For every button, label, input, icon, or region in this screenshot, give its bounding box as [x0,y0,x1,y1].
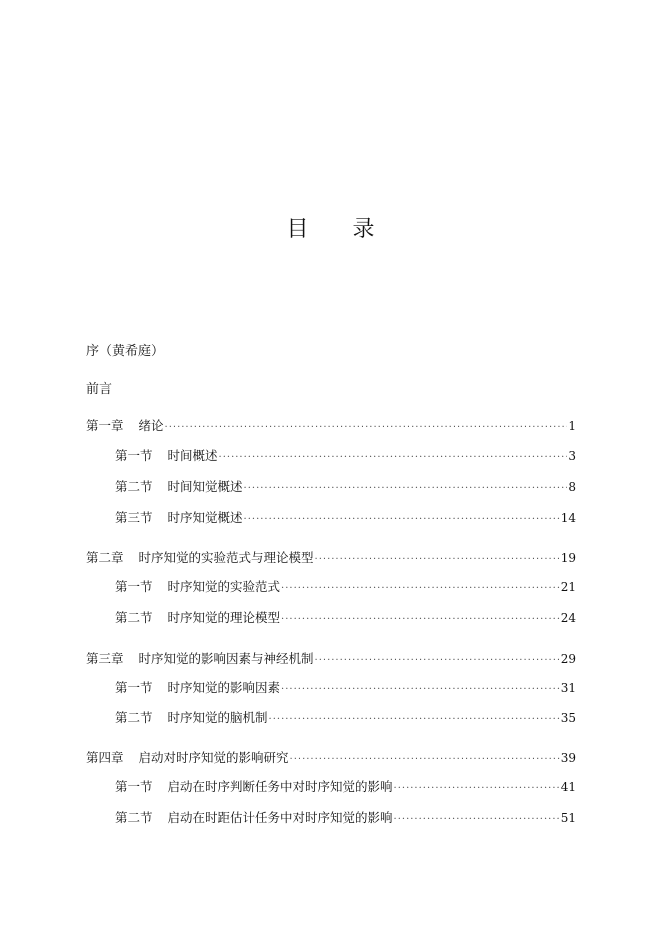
toc-entry-page-number: 21 [560,580,576,594]
dot-leader [315,655,560,666]
dot-leader [394,783,560,794]
toc-chapter-entry[interactable] [86,748,576,766]
toc-entry-title: 启动在时序判断任务中对时序知觉的影响 [167,779,393,794]
toc-chapter-entry[interactable] [86,649,576,667]
toc-section-entry[interactable] [115,577,576,595]
toc-entry-title: 启动对时序知觉的影响研究 [138,750,289,765]
toc-section-entry[interactable] [115,777,576,795]
dot-leader [315,554,560,565]
dot-leader [244,483,568,494]
toc-entry-page-number: 41 [560,780,576,794]
toc-entry-title: 时序知觉的理论模型 [167,610,281,625]
title-char-2: 录 [352,217,375,242]
toc-entry-title: 启动在时距估计任务中对时序知觉的影响 [167,810,393,825]
toc-entry-page-number: 19 [560,551,576,565]
toc-entry-page-number: 3 [568,449,576,463]
toc-entry-title: 时序知觉的影响因素与神经机制 [138,651,314,666]
toc-entry-title: 时序知觉的实验范式 [167,579,281,594]
page-title [0,212,661,243]
toc-entry-page-number: 35 [560,711,576,725]
toc-entry-label: 第二章 [86,550,124,565]
toc-entry-title: 时序知觉的影响因素 [167,680,281,695]
toc-chapter-entry[interactable] [86,416,576,434]
toc-entry-page-number: 8 [568,480,576,494]
toc-entry-label: 第二节 [115,610,153,625]
toc-entry-label: 第二节 [115,810,153,825]
toc-entry-page-number: 29 [560,652,576,666]
dot-leader [281,583,560,594]
toc-entry-label: 第四章 [86,750,124,765]
toc-section-entry[interactable] [115,446,576,464]
toc-chapter-entry[interactable] [86,548,576,566]
toc-entry-title: 时间知觉概述 [167,479,243,494]
dot-leader [269,714,560,725]
foreword-entry[interactable]: 前言 [86,382,113,397]
toc-entry-title: 时序知觉的脑机制 [167,710,268,725]
dot-leader [281,614,560,625]
toc-entry-title: 绪论 [138,418,164,433]
toc-entry-title: 时间概述 [167,448,218,463]
dot-leader [244,514,560,525]
toc-section-entry[interactable] [115,608,576,626]
toc-section-entry[interactable] [115,678,576,696]
toc-entry-label: 第三节 [115,510,153,525]
dot-leader [290,754,560,765]
toc-entry-label: 第三章 [86,651,124,666]
dot-leader [219,452,568,463]
toc-entry-label: 第一章 [86,418,124,433]
toc-entry-title: 时序知觉概述 [167,510,243,525]
toc-entry-page-number: 31 [560,681,576,695]
toc-section-entry[interactable] [115,477,576,495]
toc-entry-page-number: 1 [568,419,576,433]
toc-entry-label: 第一节 [115,680,153,695]
toc-section-entry[interactable] [115,808,576,826]
toc-entry-page-number: 14 [560,511,576,525]
preface-entry[interactable]: 序（黄希庭） [86,344,165,359]
toc-entry-label: 第一节 [115,779,153,794]
dot-leader [281,684,560,695]
toc-section-entry[interactable] [115,508,576,526]
toc-entry-page-number: 24 [560,611,576,625]
toc-entry-label: 第二节 [115,479,153,494]
dot-leader [394,814,560,825]
toc-entry-page-number: 51 [560,811,576,825]
toc-entry-label: 第一节 [115,448,153,463]
dot-leader [165,422,568,433]
toc-entry-page-number: 39 [560,751,576,765]
toc-entry-label: 第二节 [115,710,153,725]
toc-entry-title: 时序知觉的实验范式与理论模型 [138,550,314,565]
toc-entry-label: 第一节 [115,579,153,594]
toc-section-entry[interactable] [115,708,576,726]
title-char-1: 目 [286,217,309,242]
